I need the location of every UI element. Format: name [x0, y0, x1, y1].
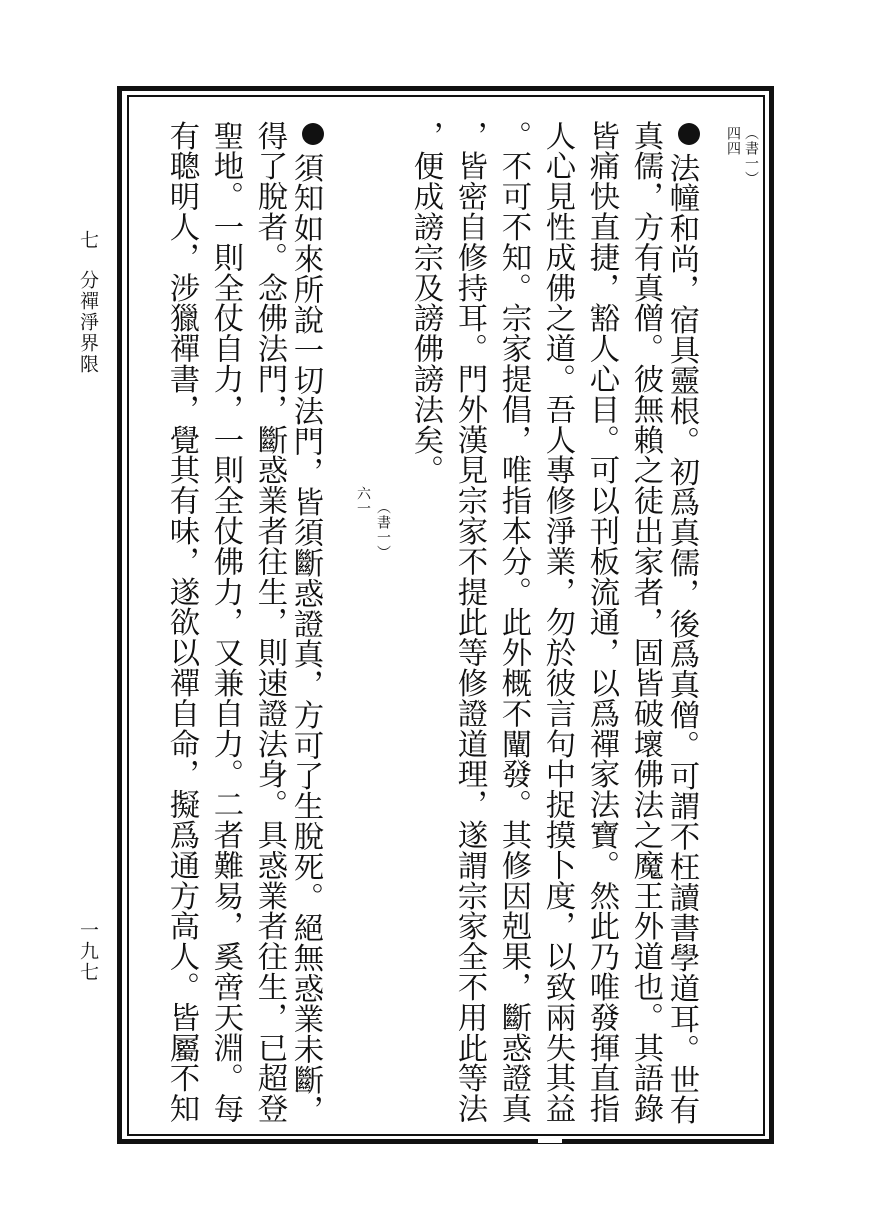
section1-end-page: 六一 [355, 486, 371, 516]
chapter-number: 七 [77, 230, 99, 251]
section1-end-ref: （書一） [375, 500, 391, 560]
section1-column: ，皆密自修持耳。門外漢見宗家不提此等修證道理，遂謂宗家全不用此等法 [452, 120, 487, 1124]
section1-column: 法幢和尚，宿具靈根。初爲真儒，後爲真僧。可謂不枉讀書學道耳。世有 [672, 120, 706, 1125]
bullet-icon [302, 123, 324, 145]
section1-ref: （書一） [743, 126, 759, 186]
section1-ref-page: 四四 [725, 126, 741, 156]
section1-column: 真儒，方有真僧。彼無賴之徒出家者，固皆破壞佛法之魔王外道也。其語錄 [628, 120, 663, 1124]
chapter-title: 分禪淨界限 [77, 270, 99, 375]
section2-column: 聖地。一則全仗自力，一則全仗佛力，又兼自力。二者難易，奚啻天淵。每 [208, 120, 243, 1124]
section1-column: 皆痛快直捷，豁人心目。可以刊板流通，以爲禪家法寶。然此乃唯發揮直指 [584, 120, 619, 1124]
section1-column: 。不可不知。宗家提倡，唯指本分。此外概不闡發。其修因剋果，斷惑證真 [496, 120, 531, 1124]
section1-column: 人心見性成佛之道。吾人專修淨業，勿於彼言句中捉摸卜度，以致兩失其益 [540, 120, 575, 1124]
section1-last-column: ，便成謗宗及謗佛謗法矣。 [408, 120, 443, 485]
section2-column: 須知如來所說一切法門，皆須斷惑證真，方可了生脫死。絕無惑業未斷， [296, 120, 330, 1125]
border-notch [538, 1139, 562, 1143]
section2-column: 得了脫者。念佛法門，斷惑業者往生，則速證法身。具惑業者往生，已超登 [252, 120, 287, 1124]
bullet-icon [678, 123, 700, 145]
section2-column: 有聰明人，涉獵禪書，覺其有味，遂欲以禪自命，擬爲通方高人。皆屬不知 [164, 120, 199, 1124]
page-number: 一九七 [77, 920, 99, 983]
